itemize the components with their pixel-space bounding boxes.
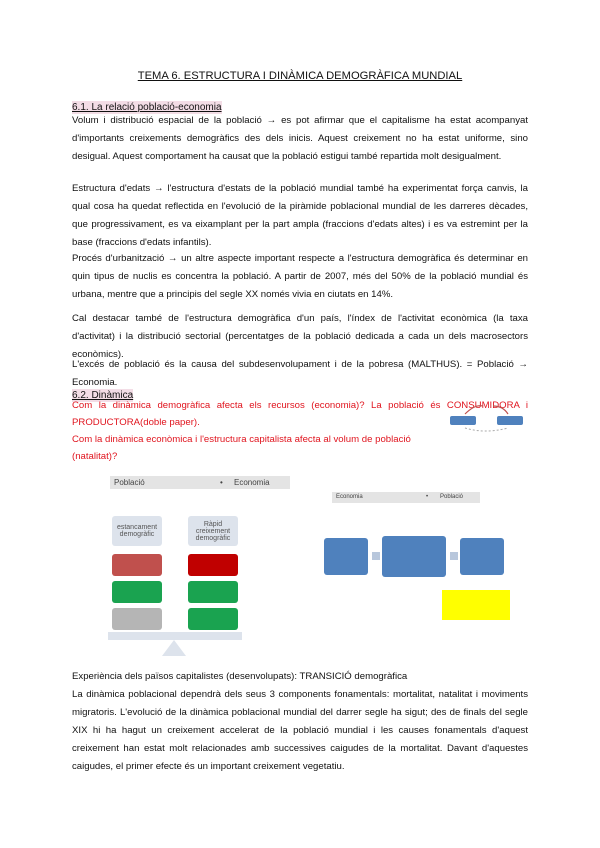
- question: Com la dinàmica demogràfica afecta els recursos (economia)? La població és CONSUMIDORA i PRODUCTORA(doble paper).: [72, 400, 528, 428]
- paragraph: La dinàmica poblacional dependrà dels seus 3 components fonamentals: mortalitat, natalitat i moviments migratoris. L'evolució de la dinàmica poblacional mundial del darrer segle ha sigut; des de finals del segle XIX hi ha hagut un creixement accelerat de la població mundial i les causes fonamentals d'aquest creixement han estat molt relacionades amb successives caigudes de la mortalitat. Davant d'aquestes caigudes, el primer efecte és un important creixement vegetatiu.: [72, 689, 528, 772]
- paragraph: L'excés de població és la causa del subdesenvolupament i de la pobresa (MALTHUS). = Població → Economia.: [72, 359, 528, 388]
- balance-fulcrum: [162, 640, 186, 656]
- flow-diagram: [316, 480, 546, 630]
- box-gray: [112, 608, 162, 630]
- section-heading-6-2: 6.2. Dinàmica: [72, 390, 134, 401]
- question: Com la dinàmica econòmica i l'estructura capitalista afecta al volum de població (natalitat)?: [72, 434, 411, 462]
- header-right: Població: [440, 494, 464, 500]
- bullet: •: [426, 494, 429, 500]
- paragraph: Volum i distribució espacial de la població → es pot afirmar que el capitalisme ha estat acompanyat d'importants creixements demogràfics des dels inicis. Aquest creixement no ha estat uniforme, sino desigual. Aquest comportament ha causat que la població estigui també repartida molt desigualment.: [72, 115, 528, 162]
- section-heading-6-1: 6.1. La relació població-economia: [72, 102, 222, 113]
- arrow-icon: [372, 552, 380, 560]
- box-green: [188, 581, 238, 603]
- paragraph: Estructura d'edats → l'estructura d'estats de la població mundial també ha experimentat força canvis, la qual cosa ha quedat reflectida en l'evolució de la piràmide poblacional mundial de les darreres dècades, que progressivament, es va eixamplant per la part ampla (fraccions d'edats altes) i es va estremint per la base (fraccions d'edats infantils).: [72, 183, 528, 248]
- flow-box-1: [324, 538, 368, 575]
- balance-beam: [108, 632, 242, 640]
- header-left: Població: [114, 478, 145, 487]
- bullet: •: [220, 478, 223, 487]
- paragraph: Experiència dels països capitalistes (desenvolupats): TRANSICIÓ demogràfica: [72, 671, 408, 682]
- cycle-diagram: [445, 402, 535, 432]
- paragraph: Procés d'urbanització → un altre aspecte important respecte a l'estructura demogràfica és determinar en quin tipus de nuclis es concentra la població. A partir de 2007, més del 50% de la població mundial és urbana, mentre que a principis del segle XX només vivia en ciutats en 14%.: [72, 253, 528, 300]
- paragraph: Cal destacar també de l'estructura demogràfica d'un país, l'índex de l'activitat econòmica (la taxa d'activitat) i la distribució sectorial (percentatges de la població dedicada a cada un dels macrosectors econòmics).: [72, 313, 528, 360]
- box-darkred: [188, 554, 238, 576]
- balance-diagram: [110, 474, 290, 654]
- flow-box-2: [382, 536, 446, 577]
- callout-note: [442, 590, 510, 620]
- header-left: Economia: [336, 494, 363, 500]
- box-estancament: estancament demogràfic: [112, 516, 162, 546]
- diagram-header: [110, 476, 290, 489]
- box-green: [112, 581, 162, 603]
- page-title: TEMA 6. ESTRUCTURA I DINÀMICA DEMOGRÀFICA MUNDIAL: [137, 70, 463, 82]
- header-right: Economia: [234, 478, 270, 487]
- flow-box-3: [460, 538, 504, 575]
- box-green: [188, 608, 238, 630]
- box-red: [112, 554, 162, 576]
- arrow-icon: [450, 552, 458, 560]
- box-rapid-creixement: Ràpid creixement demogràfic: [188, 516, 238, 546]
